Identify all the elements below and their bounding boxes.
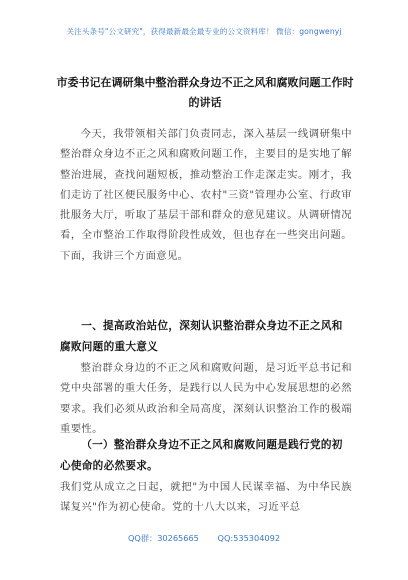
header-banner: 关注头条号"公文研究"，获得最新最全最专业的公文资料库！ 微信：gongwenyj xyxy=(66,27,342,36)
section-heading-1: 一、提高政治站位，深刻认识整治群众身边不正之风和腐败问题的重大意义 xyxy=(60,320,343,353)
footer xyxy=(0,533,408,544)
document-title: 市委书记在调研集中整治群众身边不正之风和腐败问题工作时的讲话 xyxy=(56,76,354,109)
subsection-heading-1: （一）整治群众身边不正之风和腐败问题是践行党的初心使命的必然要求。 xyxy=(60,439,343,472)
footer-qq-group: QQ群：30265665 xyxy=(127,533,199,543)
paragraph-section-1: 整治群众身边的不正之风和腐败问题，是习近平总书记和党中央部署的重大任务，是践行以人民为中心发展思想的必然要求。我们必须从政治和全局高度，深刻认识整治工作的极端重要性。 xyxy=(60,362,352,435)
paragraph-intro: 今天，我带领相关部门负责同志，深入基层一线调研集中整治群众身边不正之风和腐败问题工作，主要目的是实地了解整治进展，查找问题短板，推动整治工作走深走实。刚才，我们走访了社区便民服务中心、农村"三资"管理办公室、行政审批服务大厅，听取了基层干部和群众的意见建议。从调研情况看，全市整治工作取得阶段性成效，但也存在一些突出问题。下面，我讲三个方面意见。 xyxy=(60,128,352,262)
paragraph-subsection-1: 我们党从成立之日起，就把"为中国人民谋幸福、为中华民族谋复兴"作为初心使命。党的十八大以来，习近平总 xyxy=(60,481,352,514)
footer-qq: QQ:535304092 xyxy=(217,533,281,543)
